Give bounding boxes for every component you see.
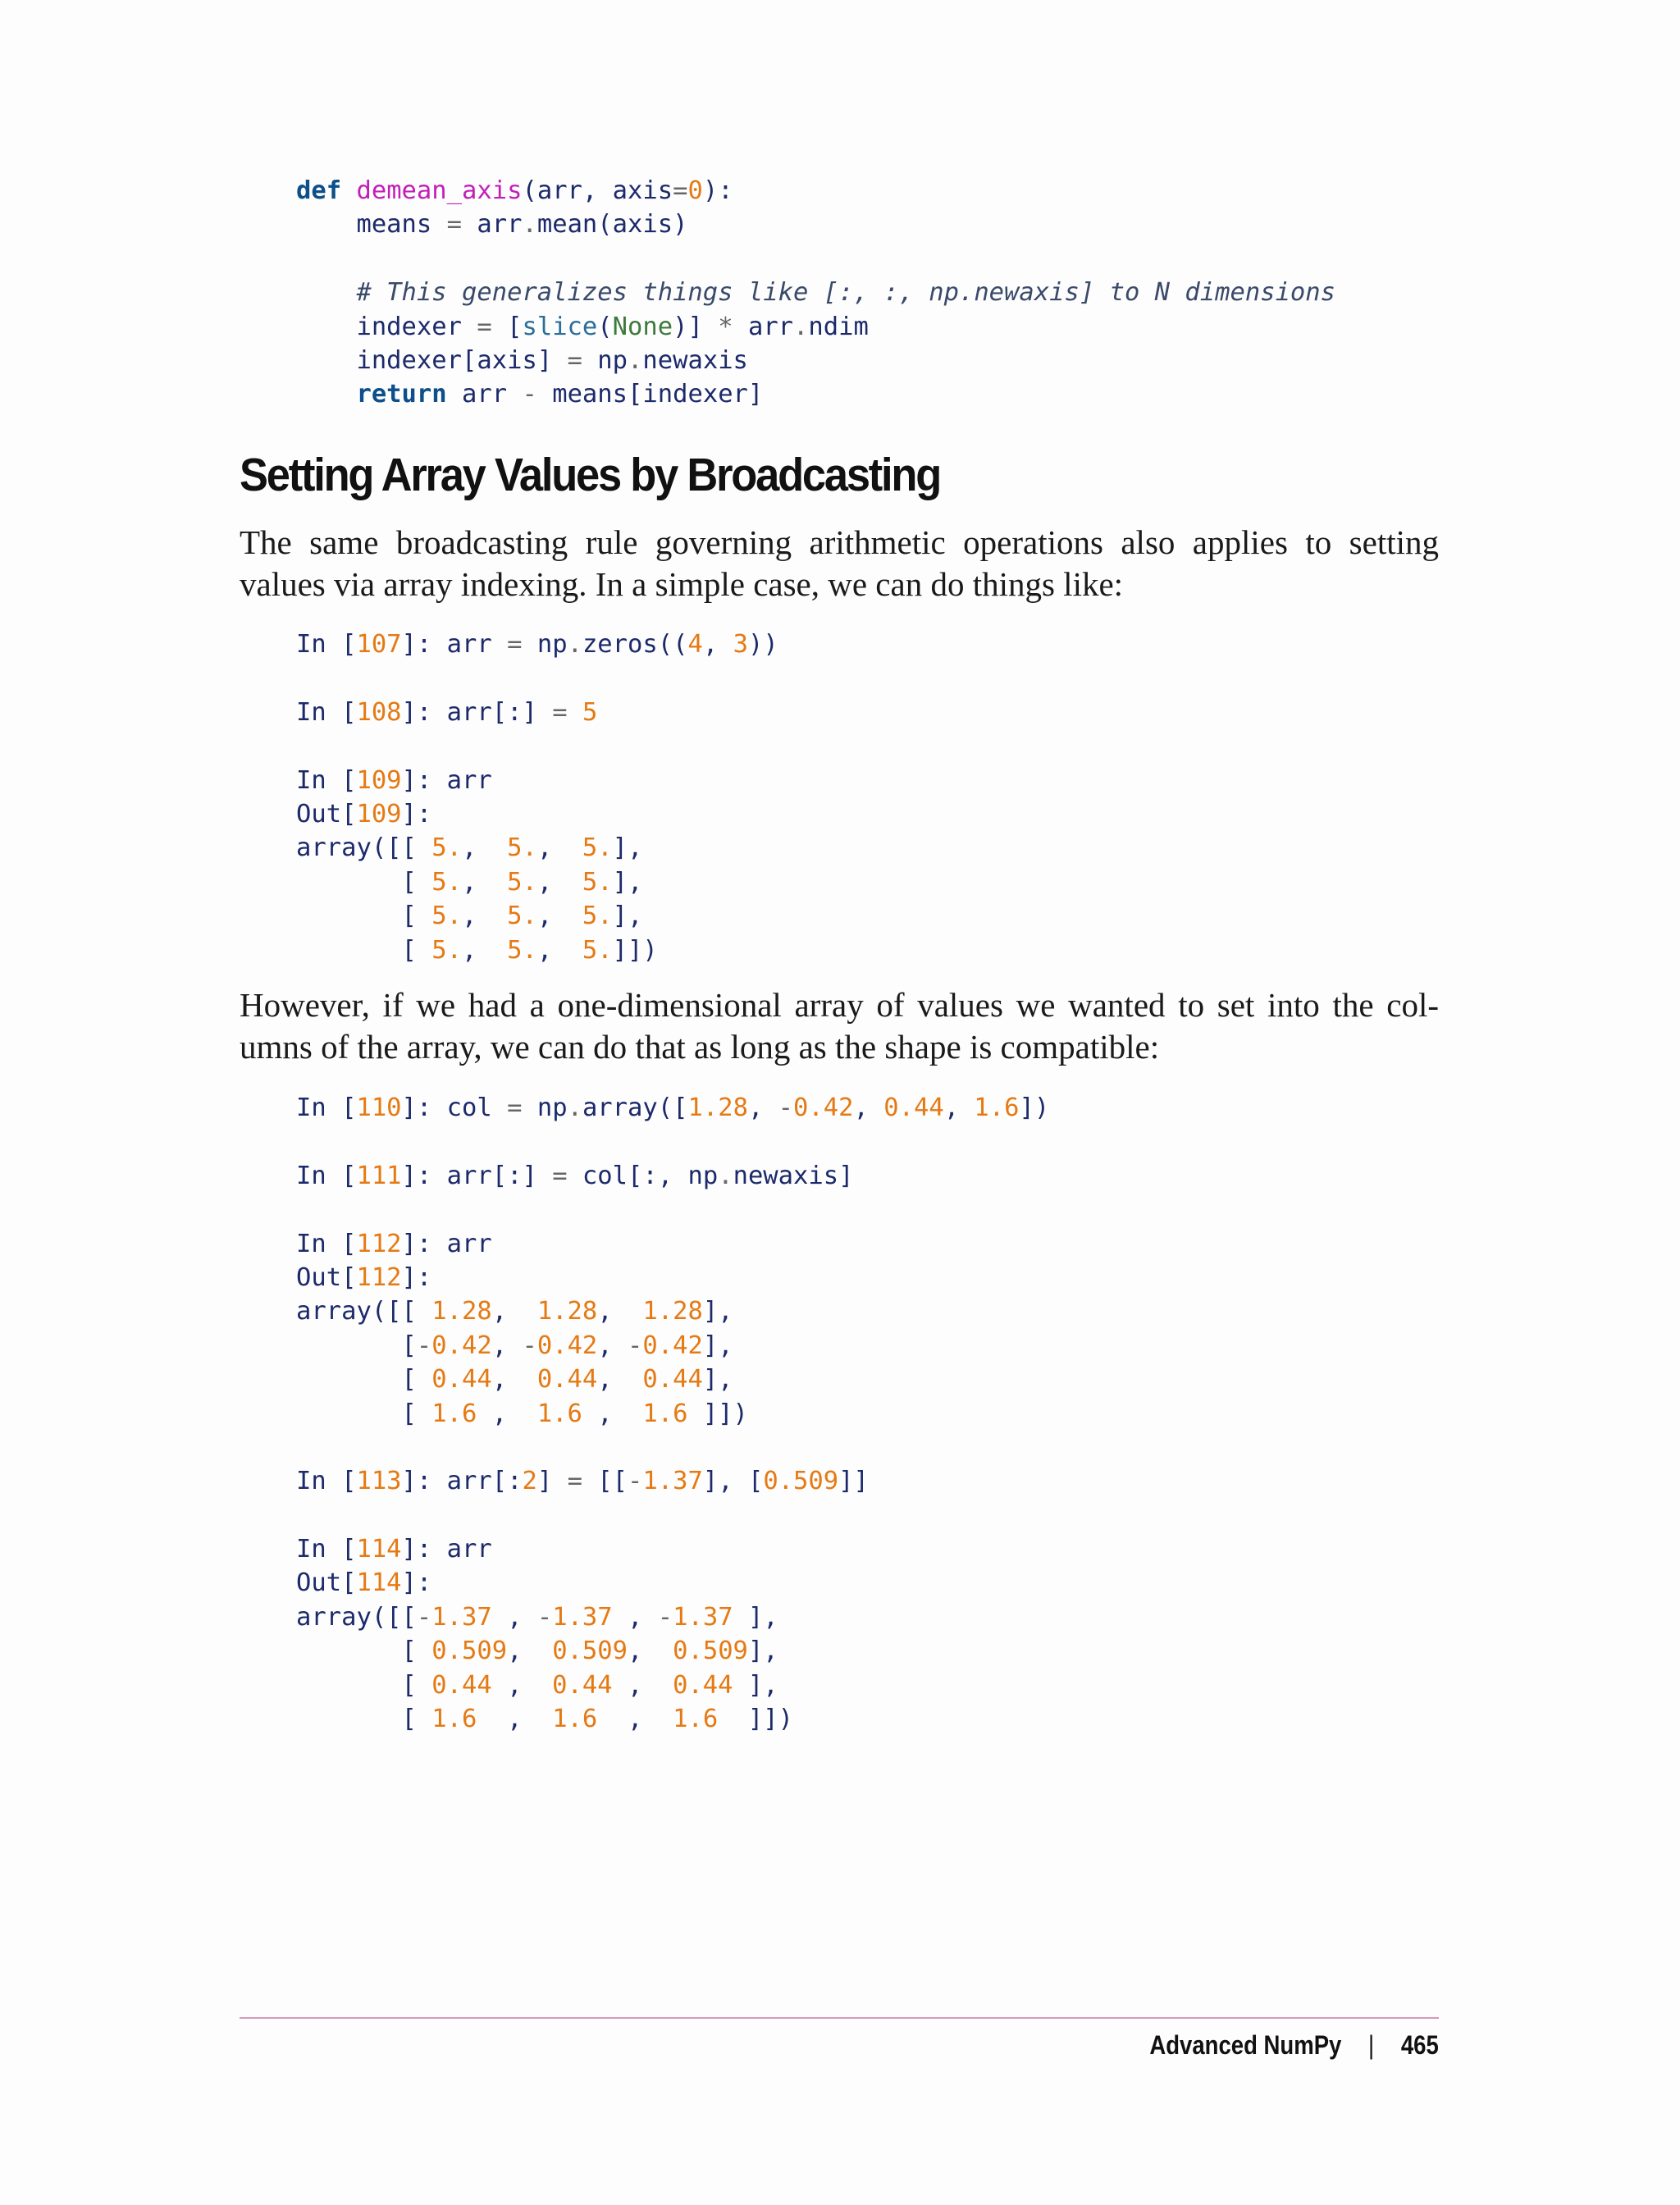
code-token: 0.509 [552, 1637, 628, 1666]
code-line [296, 1193, 1049, 1226]
code-token: 114 [356, 1535, 402, 1564]
code-token: 0.44 [673, 1670, 733, 1700]
code-token: 0.509 [431, 1637, 508, 1666]
code-token: , [462, 867, 508, 897]
code-line [296, 1600, 1049, 1634]
code-token: ] [536, 1467, 568, 1496]
code-line [296, 242, 1335, 276]
code-token: . [793, 312, 809, 341]
code-token: 2 [522, 1467, 537, 1496]
code-token: 111 [356, 1161, 402, 1190]
code-token: ], [733, 1602, 778, 1632]
code-token: ], [ [702, 1467, 764, 1496]
code-token: [ [296, 902, 432, 931]
code-token: 109 [356, 765, 402, 795]
code-line [296, 797, 778, 831]
code-token: 1.6 [642, 1399, 688, 1428]
code-line [296, 934, 778, 967]
code-token: * [718, 312, 733, 341]
footer-rule [240, 2017, 1439, 2019]
code-token: 1.6 [431, 1399, 477, 1428]
code-token: ], [733, 1670, 778, 1700]
code-token: ]: arr[:] [401, 1161, 553, 1190]
code-token: , [507, 1637, 553, 1666]
code-line [296, 1227, 1049, 1261]
code-line [296, 344, 1335, 377]
code-token: . [567, 1093, 582, 1122]
code-token: 1.37 [431, 1602, 492, 1632]
code-token: 5. [582, 833, 613, 863]
code-token: 5. [507, 833, 537, 863]
code-line [296, 1329, 1049, 1363]
code-token: means [296, 210, 447, 240]
code-token: return [356, 380, 447, 409]
code-token: = [552, 1161, 568, 1190]
code-token: ]: col [401, 1093, 508, 1122]
code-token: ]: [401, 1568, 432, 1598]
code-token: 1.6 [552, 1705, 598, 1734]
code-token: array([[ [296, 833, 432, 863]
code-token: 0.44 [536, 1365, 598, 1395]
code-token: . [522, 210, 537, 240]
code-token: , [536, 935, 582, 965]
code-token: Out[ [296, 1262, 357, 1292]
code-token: , [477, 1705, 553, 1734]
footer-separator: | [1368, 2030, 1375, 2060]
code-token: , [628, 1637, 673, 1666]
code-token: 0.42 [536, 1331, 598, 1360]
code-token: 112 [356, 1229, 402, 1258]
code-token: [ [296, 1365, 432, 1395]
code-block-demean-axis [296, 174, 1335, 412]
code-token: - [628, 1467, 643, 1496]
page-number: 465 [1401, 2030, 1439, 2060]
code-token: np [582, 345, 628, 375]
code-token: ], [702, 1297, 733, 1326]
code-line [296, 831, 778, 865]
code-block-set-scalar [296, 628, 778, 967]
code-token: ], [702, 1331, 733, 1360]
paragraph-broadcasting-rule [240, 522, 1439, 605]
footer-chapter-title: Advanced NumPy [1149, 2030, 1342, 2060]
code-token: ndim [808, 312, 869, 341]
code-token: , [536, 867, 582, 897]
code-token: 0.44 [552, 1670, 613, 1700]
code-line [296, 1159, 1049, 1193]
code-token: ], [612, 867, 643, 897]
code-token: indexer [296, 312, 477, 341]
code-token: 0.44 [431, 1670, 492, 1700]
code-line [296, 764, 778, 797]
code-token: , [536, 833, 582, 863]
code-token: demean_axis [356, 176, 523, 205]
code-token: [[ [582, 1467, 628, 1496]
code-token: , [536, 902, 582, 931]
code-token: [ [296, 935, 432, 965]
code-token: ]]) [718, 1705, 794, 1734]
code-token: , [612, 1602, 658, 1632]
code-token: ]: [401, 799, 432, 829]
code-token: 5. [507, 867, 537, 897]
code-token: 5. [431, 935, 462, 965]
code-token: 112 [356, 1262, 402, 1292]
code-token: - [522, 380, 537, 409]
page-footer [1150, 2030, 1439, 2061]
code-line [296, 1431, 1049, 1464]
code-line [296, 1634, 1049, 1668]
code-token: . [718, 1161, 733, 1190]
code-token: 1.6 [536, 1399, 582, 1428]
code-token: - [657, 1602, 673, 1632]
code-token: def [296, 176, 342, 205]
code-line [296, 1125, 1049, 1158]
code-token: In [ [296, 630, 357, 659]
section-heading: Setting Array Values by Broadcasting [240, 449, 941, 501]
code-token: 0.44 [883, 1093, 944, 1122]
code-token: - [628, 1331, 643, 1360]
code-line [296, 276, 1335, 309]
code-token: 5. [582, 935, 613, 965]
code-token: = [507, 630, 523, 659]
code-line [296, 1363, 1049, 1396]
code-token [296, 380, 356, 409]
code-token: 0.42 [431, 1331, 492, 1360]
code-token: 0.42 [642, 1331, 703, 1360]
code-token: 110 [356, 1093, 402, 1122]
code-token: , [462, 833, 508, 863]
code-token: - [778, 1093, 794, 1122]
code-token: 3 [733, 630, 748, 659]
code-token: arr [733, 312, 794, 341]
code-token: )] [673, 312, 719, 341]
code-token: np [522, 630, 568, 659]
code-line [296, 1702, 1049, 1736]
code-line [296, 174, 1335, 208]
code-token: , [491, 1670, 553, 1700]
paragraph-line: The same broadcasting rule governing arithmetic operations also applies to setting [240, 523, 1439, 561]
code-token: ]: arr [401, 630, 508, 659]
code-token: 109 [356, 799, 402, 829]
code-token: 5. [431, 902, 462, 931]
code-line [296, 1499, 1049, 1532]
code-token: [ [296, 867, 432, 897]
code-token: In [ [296, 1161, 357, 1190]
code-token: newaxis] [733, 1161, 854, 1190]
paragraph-line: umns of the array, we can do that as long as the shape is compatible: [240, 1028, 1160, 1066]
code-token: , [943, 1093, 975, 1122]
code-token: Out[ [296, 1568, 357, 1598]
code-token: 1.28 [687, 1093, 748, 1122]
code-token: 5. [431, 867, 462, 897]
code-token: 0.509 [673, 1637, 748, 1666]
paragraph-one-dimensional [240, 984, 1439, 1068]
code-token: 5 [582, 697, 598, 727]
code-token: 1.37 [642, 1467, 703, 1496]
code-token: = [673, 176, 688, 205]
code-line [296, 661, 778, 695]
code-line [296, 628, 778, 661]
code-token: 4 [687, 630, 703, 659]
code-token: 5. [507, 902, 537, 931]
code-token: ]: arr [401, 765, 492, 795]
code-token: array([[ [296, 1297, 432, 1326]
code-token: In [ [296, 1467, 357, 1496]
code-line [296, 310, 1335, 344]
code-token: 5. [582, 867, 613, 897]
code-line [296, 1464, 1049, 1498]
code-token: , [491, 1602, 537, 1632]
code-token: [ [491, 312, 523, 341]
code-token: 1.37 [552, 1602, 613, 1632]
code-token: 1.6 [673, 1705, 719, 1734]
code-line [296, 1669, 1049, 1702]
code-token: , [597, 1365, 643, 1395]
code-token: , [853, 1093, 884, 1122]
code-block-set-columns [296, 1091, 1049, 1736]
code-token: None [612, 312, 673, 341]
code-token: - [416, 1602, 432, 1632]
code-token: In [ [296, 1229, 357, 1258]
code-token: . [567, 630, 582, 659]
code-line [296, 1397, 1049, 1431]
code-token: 0.42 [793, 1093, 854, 1122]
code-token: = [446, 210, 463, 240]
code-token: ], [612, 902, 643, 931]
code-token: , [462, 902, 508, 931]
code-token: , [491, 1331, 523, 1360]
code-token: , [702, 630, 733, 659]
code-token: In [ [296, 1093, 357, 1122]
code-line [296, 865, 778, 899]
code-token: 1.28 [431, 1297, 492, 1326]
code-token: 1.28 [642, 1297, 703, 1326]
code-token: ]]) [687, 1399, 748, 1428]
code-token: , [597, 1331, 628, 1360]
code-token: slice [522, 312, 598, 341]
code-line [296, 899, 778, 933]
code-line [296, 696, 778, 729]
code-token: , [612, 1670, 673, 1700]
code-line [296, 1532, 1049, 1566]
code-token: 113 [356, 1467, 402, 1496]
code-token: , [597, 1705, 673, 1734]
code-token: ], [702, 1365, 733, 1395]
code-token: ( [597, 312, 613, 341]
code-token: 108 [356, 697, 402, 727]
code-token: In [ [296, 697, 357, 727]
code-token: = [552, 697, 568, 727]
code-line [296, 208, 1335, 241]
code-token: 5. [431, 833, 462, 863]
code-token: , [462, 935, 508, 965]
code-line [296, 729, 778, 763]
code-token: 1.6 [974, 1093, 1020, 1122]
code-token: 0.44 [431, 1365, 492, 1395]
code-token: , [491, 1297, 537, 1326]
code-token: 107 [356, 630, 402, 659]
code-token: means[indexer] [536, 380, 764, 409]
code-token: , [747, 1093, 778, 1122]
code-token: . [628, 345, 643, 375]
code-token: - [522, 1331, 537, 1360]
code-token: ]: [401, 1262, 432, 1292]
code-line [296, 1566, 1049, 1600]
code-token: np [522, 1093, 568, 1122]
code-token: = [567, 345, 582, 375]
code-token: ]]) [612, 935, 658, 965]
code-token: arr [462, 210, 523, 240]
code-token: [ [296, 1637, 432, 1666]
code-token: ], [612, 833, 643, 863]
code-token: , [491, 1365, 537, 1395]
code-token: ]: arr[: [401, 1467, 523, 1496]
code-token: ]] [838, 1467, 869, 1496]
paragraph-line: values via array indexing. In a simple case, we can do things like: [240, 565, 1124, 603]
code-token: ]: arr[:] [401, 697, 553, 727]
code-line [296, 377, 1335, 411]
code-token: arr [446, 380, 523, 409]
code-token: [ [296, 1670, 432, 1700]
code-token: [ [296, 1705, 432, 1734]
code-token: = [507, 1093, 523, 1122]
code-token: [ [296, 1399, 432, 1428]
code-token: ]: arr [401, 1229, 492, 1258]
code-token: mean(axis) [536, 210, 688, 240]
code-token [341, 176, 356, 205]
code-token: Out[ [296, 799, 357, 829]
code-token: [ [296, 1331, 417, 1360]
code-token: 0.509 [763, 1467, 839, 1496]
code-token: , [582, 1399, 643, 1428]
code-token: newaxis [642, 345, 748, 375]
code-token: array([ [582, 1093, 688, 1122]
code-token: )) [747, 630, 778, 659]
code-token [568, 698, 582, 727]
code-token: 5. [582, 902, 613, 931]
code-token: , [477, 1399, 537, 1428]
code-token: In [ [296, 765, 357, 795]
code-token: = [567, 1467, 582, 1496]
code-token: (arr, axis [522, 176, 673, 205]
code-line [296, 1261, 1049, 1294]
code-token: - [536, 1602, 553, 1632]
code-token: , [597, 1297, 643, 1326]
code-token: indexer[axis] [296, 345, 568, 375]
code-token: 1.37 [673, 1602, 733, 1632]
code-token: - [416, 1331, 432, 1360]
code-token: ], [747, 1637, 778, 1666]
code-token: 1.28 [536, 1297, 598, 1326]
code-token: 0.44 [642, 1365, 703, 1395]
code-token: 114 [356, 1568, 402, 1598]
code-token: ]: arr [401, 1535, 492, 1564]
code-token: zeros(( [582, 630, 688, 659]
code-token: In [ [296, 1535, 357, 1564]
paragraph-line: However, if we had a one-dimensional array of values we wanted to set into the col- [240, 986, 1439, 1024]
code-token: 0 [687, 176, 703, 205]
code-token: ): [702, 176, 733, 205]
code-line [296, 1294, 1049, 1328]
code-token: array([[ [296, 1602, 417, 1632]
code-token: ]) [1019, 1093, 1050, 1122]
code-token: # This generalizes things like [:, :, np.newaxis] to N dimensions [296, 278, 1336, 308]
code-token: = [477, 312, 492, 341]
code-token: 5. [507, 935, 537, 965]
code-token: col[:, np [567, 1161, 719, 1190]
code-line [296, 1091, 1049, 1125]
code-token: 1.6 [431, 1705, 477, 1734]
